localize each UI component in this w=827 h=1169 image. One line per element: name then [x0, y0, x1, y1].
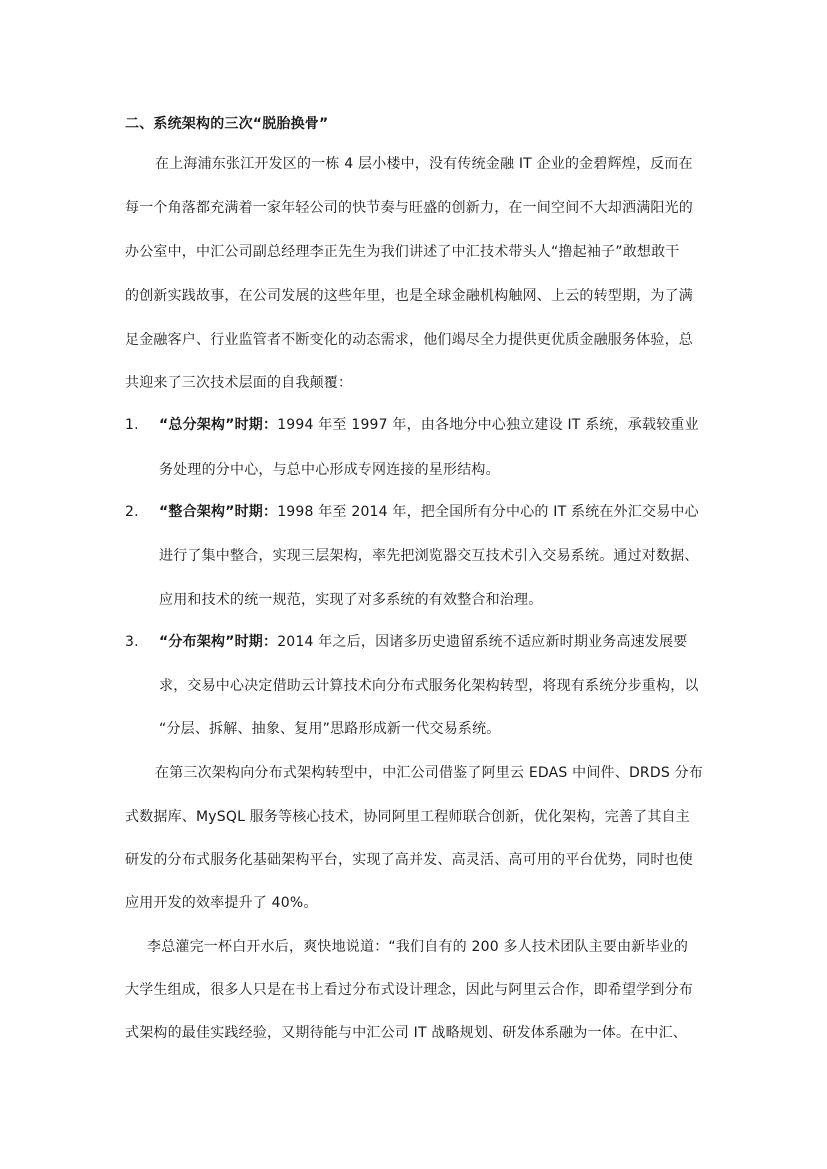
- paragraph-line: 李总灌完一杯白开水后，爽快地说道：“我们自有的 200 多人技术团队主要由新毕业的: [147, 939, 689, 955]
- intro-line: 足金融客户、行业监管者不断变化的动态需求，他们竭尽全力提供更优质金融服务体验，总: [125, 332, 693, 348]
- paragraph-line: 在第三次架构向分布式架构转型中，中汇公司借鉴了阿里云 EDAS 中间件、DRDS 分布: [155, 765, 703, 781]
- section-heading: 二、系统架构的三次“脱胎换骨”: [125, 116, 329, 132]
- paragraph-line: 式架构的最佳实践经验，又期待能与中汇公司 IT 战略规划、研发体系融为一体。在中汇、: [125, 1025, 687, 1041]
- intro-line: 的创新实践故事，在公司发展的这些年里，也是全球金融机构触网、上云的转型期，为了满: [125, 288, 693, 304]
- list-item-line: 进行了集中整合，实现三层架构，率先把浏览器交互技术引入交易系统。通过对数据、: [159, 548, 699, 564]
- intro-line: 办公室中，中汇公司副总经理李正先生为我们讲述了中汇技术带头人“撸起袖子”敢想敢干: [125, 244, 680, 260]
- paragraph-line: 研发的分布式服务化基础架构平台，实现了高并发、高灵活、高可用的平台优势，同时也使: [125, 852, 693, 868]
- paragraph-line: 应用开发的效率提升了 40%。: [125, 895, 318, 911]
- intro-line: 共迎来了三次技术层面的自我颠覆：: [125, 375, 353, 391]
- list-item-line: 务处理的分中心，与总中心形成专网连接的星形结构。: [159, 462, 500, 478]
- list-term: “整合架构”时期：: [159, 504, 278, 520]
- list-item-line: 求，交易中心决定借助云计算技术向分布式服务化架构转型，将现有系统分步重构，以: [159, 678, 699, 694]
- list-item-2: [125, 503, 699, 521]
- list-item-line: “分层、拆解、抽象、复用”思路形成新一代交易系统。: [159, 721, 501, 737]
- paragraph-line: 式数据库、MySQL 服务等核心技术，协同阿里工程师联合创新，优化架构，完善了其自主: [125, 809, 690, 825]
- list-text: 1998 年至 2014 年，把全国所有分中心的 IT 系统在外汇交易中心: [277, 504, 699, 520]
- list-number: 3.: [125, 634, 139, 650]
- list-term: “总分架构”时期：: [159, 417, 278, 433]
- intro-line: 每一个角落都充满着一家年轻公司的快节奏与旺盛的创新力，在一间空间不大却洒满阳光的: [125, 200, 693, 216]
- list-item-1: [125, 416, 699, 434]
- list-item-3: [125, 633, 687, 651]
- list-text: 1994 年至 1997 年，由各地分中心独立建设 IT 系统，承载较重业: [277, 417, 699, 433]
- paragraph-line: 大学生组成，很多人只是在书上看过分布式设计理念，因此与阿里云合作，即希望学到分布: [125, 982, 693, 998]
- intro-line: 在上海浦东张江开发区的一栋 4 层小楼中，没有传统金融 IT 企业的金碧辉煌，反而在: [155, 156, 693, 172]
- list-number: 1.: [125, 417, 139, 433]
- list-text: 2014 年之后，因诸多历史遗留系统不适应新时期业务高速发展要: [277, 634, 688, 650]
- list-term: “分布架构”时期：: [159, 634, 278, 650]
- list-number: 2.: [125, 504, 139, 520]
- list-item-line: 应用和技术的统一规范，实现了对多系统的有效整合和治理。: [159, 592, 543, 608]
